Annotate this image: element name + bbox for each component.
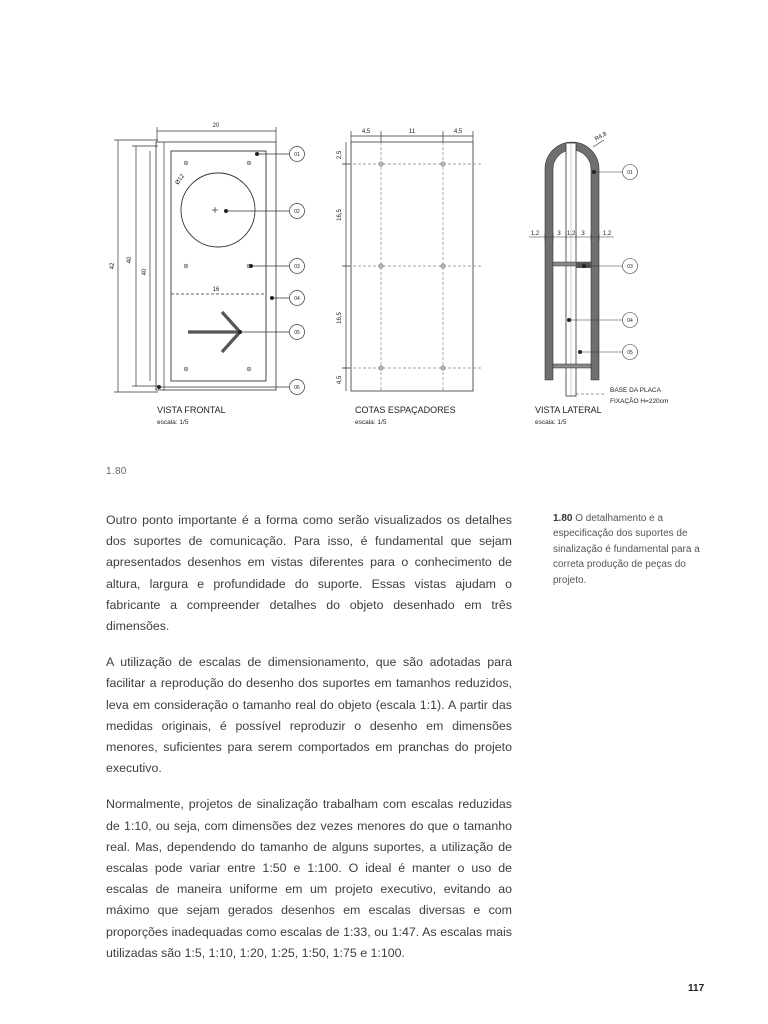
lateral-dim: 1,2	[530, 231, 540, 237]
paragraph: A utilização de escalas de dimensionamento, que são adotadas para facilitar a reprodução do desenho dos suportes em tamanhos reduzidos, leva em consideração o tamanho real do objeto (escala 1:1). A partir das medidas originais, é possível reproduzir o desenho em dimensões menores, suficientes para serem comportados em pranchas do projeto executivo.	[106, 655, 512, 776]
spacer-dim-center: 11	[408, 129, 416, 135]
lateral-dim: 3	[557, 231, 561, 237]
view-scale-frontal: escala: 1/5	[157, 419, 189, 426]
spacer-dim-left: 4,5	[361, 129, 371, 135]
figure-number: 1.80	[106, 466, 127, 477]
view-scale-lateral: escala: 1/5	[535, 419, 567, 426]
spacer-dim-side: 4,5	[337, 375, 343, 385]
body-text	[106, 510, 512, 979]
callout-label: 05	[294, 330, 300, 336]
lateral-dim: 1,2	[602, 231, 612, 237]
spacer-dim-side: 16,5	[337, 209, 343, 221]
paragraph: Outro ponto importante é a forma como serão visualizados os detalhes dos suportes de comunicação. Para isso, é fundamental que sejam apresentados desenhos em vistas diferentes para o conhecimento de altura, largura e profundidade do suporte. Essas vistas ajudam o fabricante a compreender detalhes do objeto desenhado em três dimensões.	[106, 513, 512, 634]
front-dim-mid: 40	[127, 256, 133, 264]
callout-label: 06	[294, 385, 300, 391]
front-dim-inner: 40	[142, 268, 148, 276]
lateral-base-line1: BASE DA PLACA	[610, 387, 661, 394]
caption-text: O detalhamento e a especificação dos suportes de sinalização é fundamental para a correta produção de peças do projeto.	[553, 513, 700, 586]
front-dim-circle: Ø12	[174, 173, 187, 187]
front-view-labels	[110, 123, 300, 426]
front-dim-width: 20	[212, 123, 220, 129]
spacer-dim-right: 4,5	[453, 129, 463, 135]
spacer-view	[342, 131, 482, 391]
lateral-view	[529, 140, 638, 396]
view-title-spacers: COTAS ESPAÇADORES	[355, 405, 456, 415]
callout-label: 01	[294, 152, 300, 158]
lateral-base-line2: FIXAÇÃO H=220cm	[610, 398, 669, 405]
callout-label: 01	[627, 170, 633, 176]
lateral-radius: R4,8	[594, 131, 608, 143]
callout-label: 02	[294, 209, 300, 215]
lateral-dim: 1,2	[566, 231, 576, 237]
view-title-lateral: VISTA LATERAL	[535, 405, 602, 415]
page-number: 117	[688, 983, 705, 994]
callout-label: 05	[627, 350, 633, 356]
view-title-frontal: VISTA FRONTAL	[157, 405, 226, 415]
callout-label: 03	[294, 264, 300, 270]
paragraph: Normalmente, projetos de sinalização trabalham com escalas reduzidas de 1:10, ou seja, com dimensões dez vezes menores do que o tamanho real. Mas, dependendo do tamanho de alguns suportes, a utilização de escalas pode variar entre 1:50 e 1:100. O ideal é manter o uso de escalas de maneira uniforme em um projeto executivo, evitando ao máximo que sejam gerados desenhos em escalas diversas e com proporções inadequadas como escalas de 1:33, ou 1:47. As escalas mais utilizadas são 1:5, 1:10, 1:20, 1:25, 1:50, 1:75 e 1:100.	[106, 797, 512, 960]
view-scale-spacers: escala: 1/5	[355, 419, 387, 426]
callout-label: 04	[294, 296, 300, 302]
figure-caption	[553, 511, 703, 588]
lateral-dim: 3	[581, 231, 585, 237]
technical-drawing	[0, 0, 768, 440]
callout-label: 04	[627, 318, 633, 324]
front-dim-outer: 42	[110, 262, 116, 270]
callout-label: 03	[627, 264, 633, 270]
spacer-view-labels	[337, 129, 463, 426]
spacer-dim-side: 2,5	[337, 150, 343, 160]
spacer-dim-side: 16,5	[337, 312, 343, 324]
front-view	[114, 127, 305, 395]
front-dim-arrow: 16	[212, 287, 220, 293]
caption-number: 1.80	[553, 513, 573, 524]
